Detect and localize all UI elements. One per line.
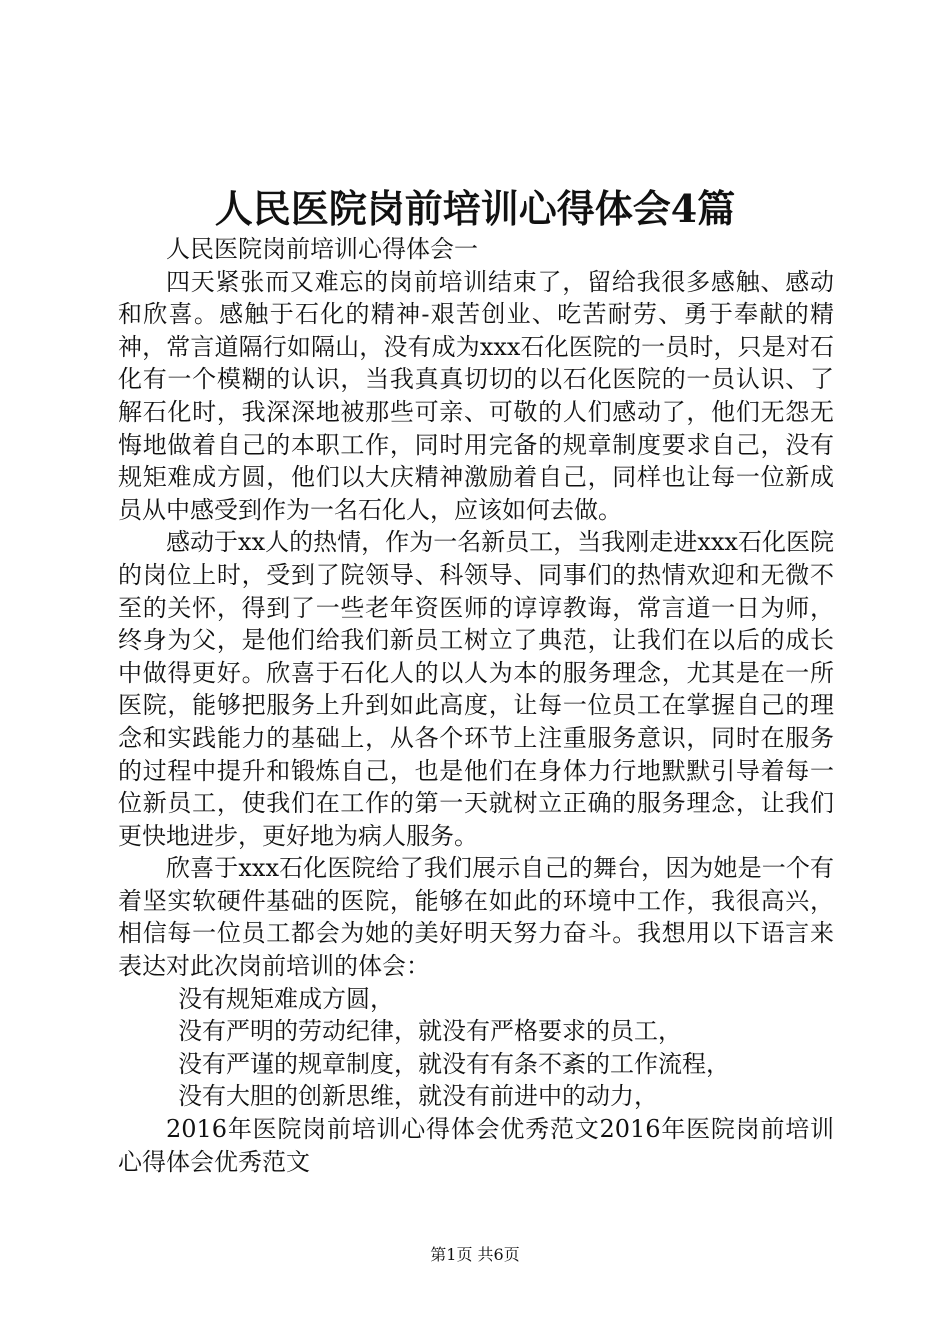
verse-line-3: 没有严谨的规章制度，就没有有条不紊的工作流程， — [178, 1049, 730, 1078]
verse-line-1: 没有规矩难成方圆， — [178, 984, 394, 1013]
verse-line-2: 没有严明的劳动纪律，就没有严格要求的员工， — [178, 1017, 682, 1046]
body-paragraph-3: 欣喜于xxx石化医院给了我们展示自己的舞台，因为她是一个有着坚实软硬件基础的医院，能够在如此的环境中工作，我很高兴，相信每一位员工都会为她的美好明天努力奋斗。我想用以下语言来表达对此次岗前培训的体会： — [118, 854, 834, 981]
closing-paragraph: 2016年医院岗前培训心得体会优秀范文2016年医院岗前培训心得体会优秀范文 — [118, 1115, 834, 1176]
section-heading: 人民医院岗前培训心得体会一 — [166, 235, 478, 263]
body-paragraph-2: 感动于xx人的热情，作为一名新员工，当我刚走进xxx石化医院的岗位上时，受到了院领导、科领导、同事们的热情欢迎和无微不至的关怀，得到了一些老年资医师的谆谆教诲，常言道一日为师，终身为父，是他们给我们新员工树立了典范，让我们在以后的成长中做得更好。欣喜于石化人的以人为本的服务理念，尤其是在一所医院，能够把服务上升到如此高度，让每一位员工在掌握自己的理念和实践能力的基础上，从各个环节上注重服务意识，同时在服务的过程中提升和锻炼自己，也是他们在身体力行地默默引导着每一位新员工，使我们在工作的第一天就树立正确的服务理念，让我们更快地进步，更好地为病人服务。 — [118, 528, 834, 850]
page-number: 第1页 共6页 — [430, 1245, 520, 1264]
body-paragraph-1: 四天紧张而又难忘的岗前培训结束了，留给我很多感触、感动和欣喜。感触于石化的精神-艰苦创业、吃苦耐劳、勇于奉献的精神，常言道隔行如隔山，没有成为xxx石化医院的一员时，只是对石化有一个模糊的认识，当我真真切切的以石化医院的一员认识、了解石化时，我深深地被那些可亲、可敬的人们感动了，他们无怨无悔地做着自己的本职工作，同时用完备的规章制度要求自己，没有规矩难成方圆，他们以大庆精神激励着自己，同样也让每一位新成员从中感受到作为一名石化人，应该如何去做。 — [118, 267, 834, 524]
document-body — [118, 233, 834, 1178]
document-title: 人民医院岗前培训心得体会4篇 — [214, 186, 736, 231]
verse-line-4: 没有大胆的创新思维，就没有前进中的动力， — [178, 1082, 658, 1111]
